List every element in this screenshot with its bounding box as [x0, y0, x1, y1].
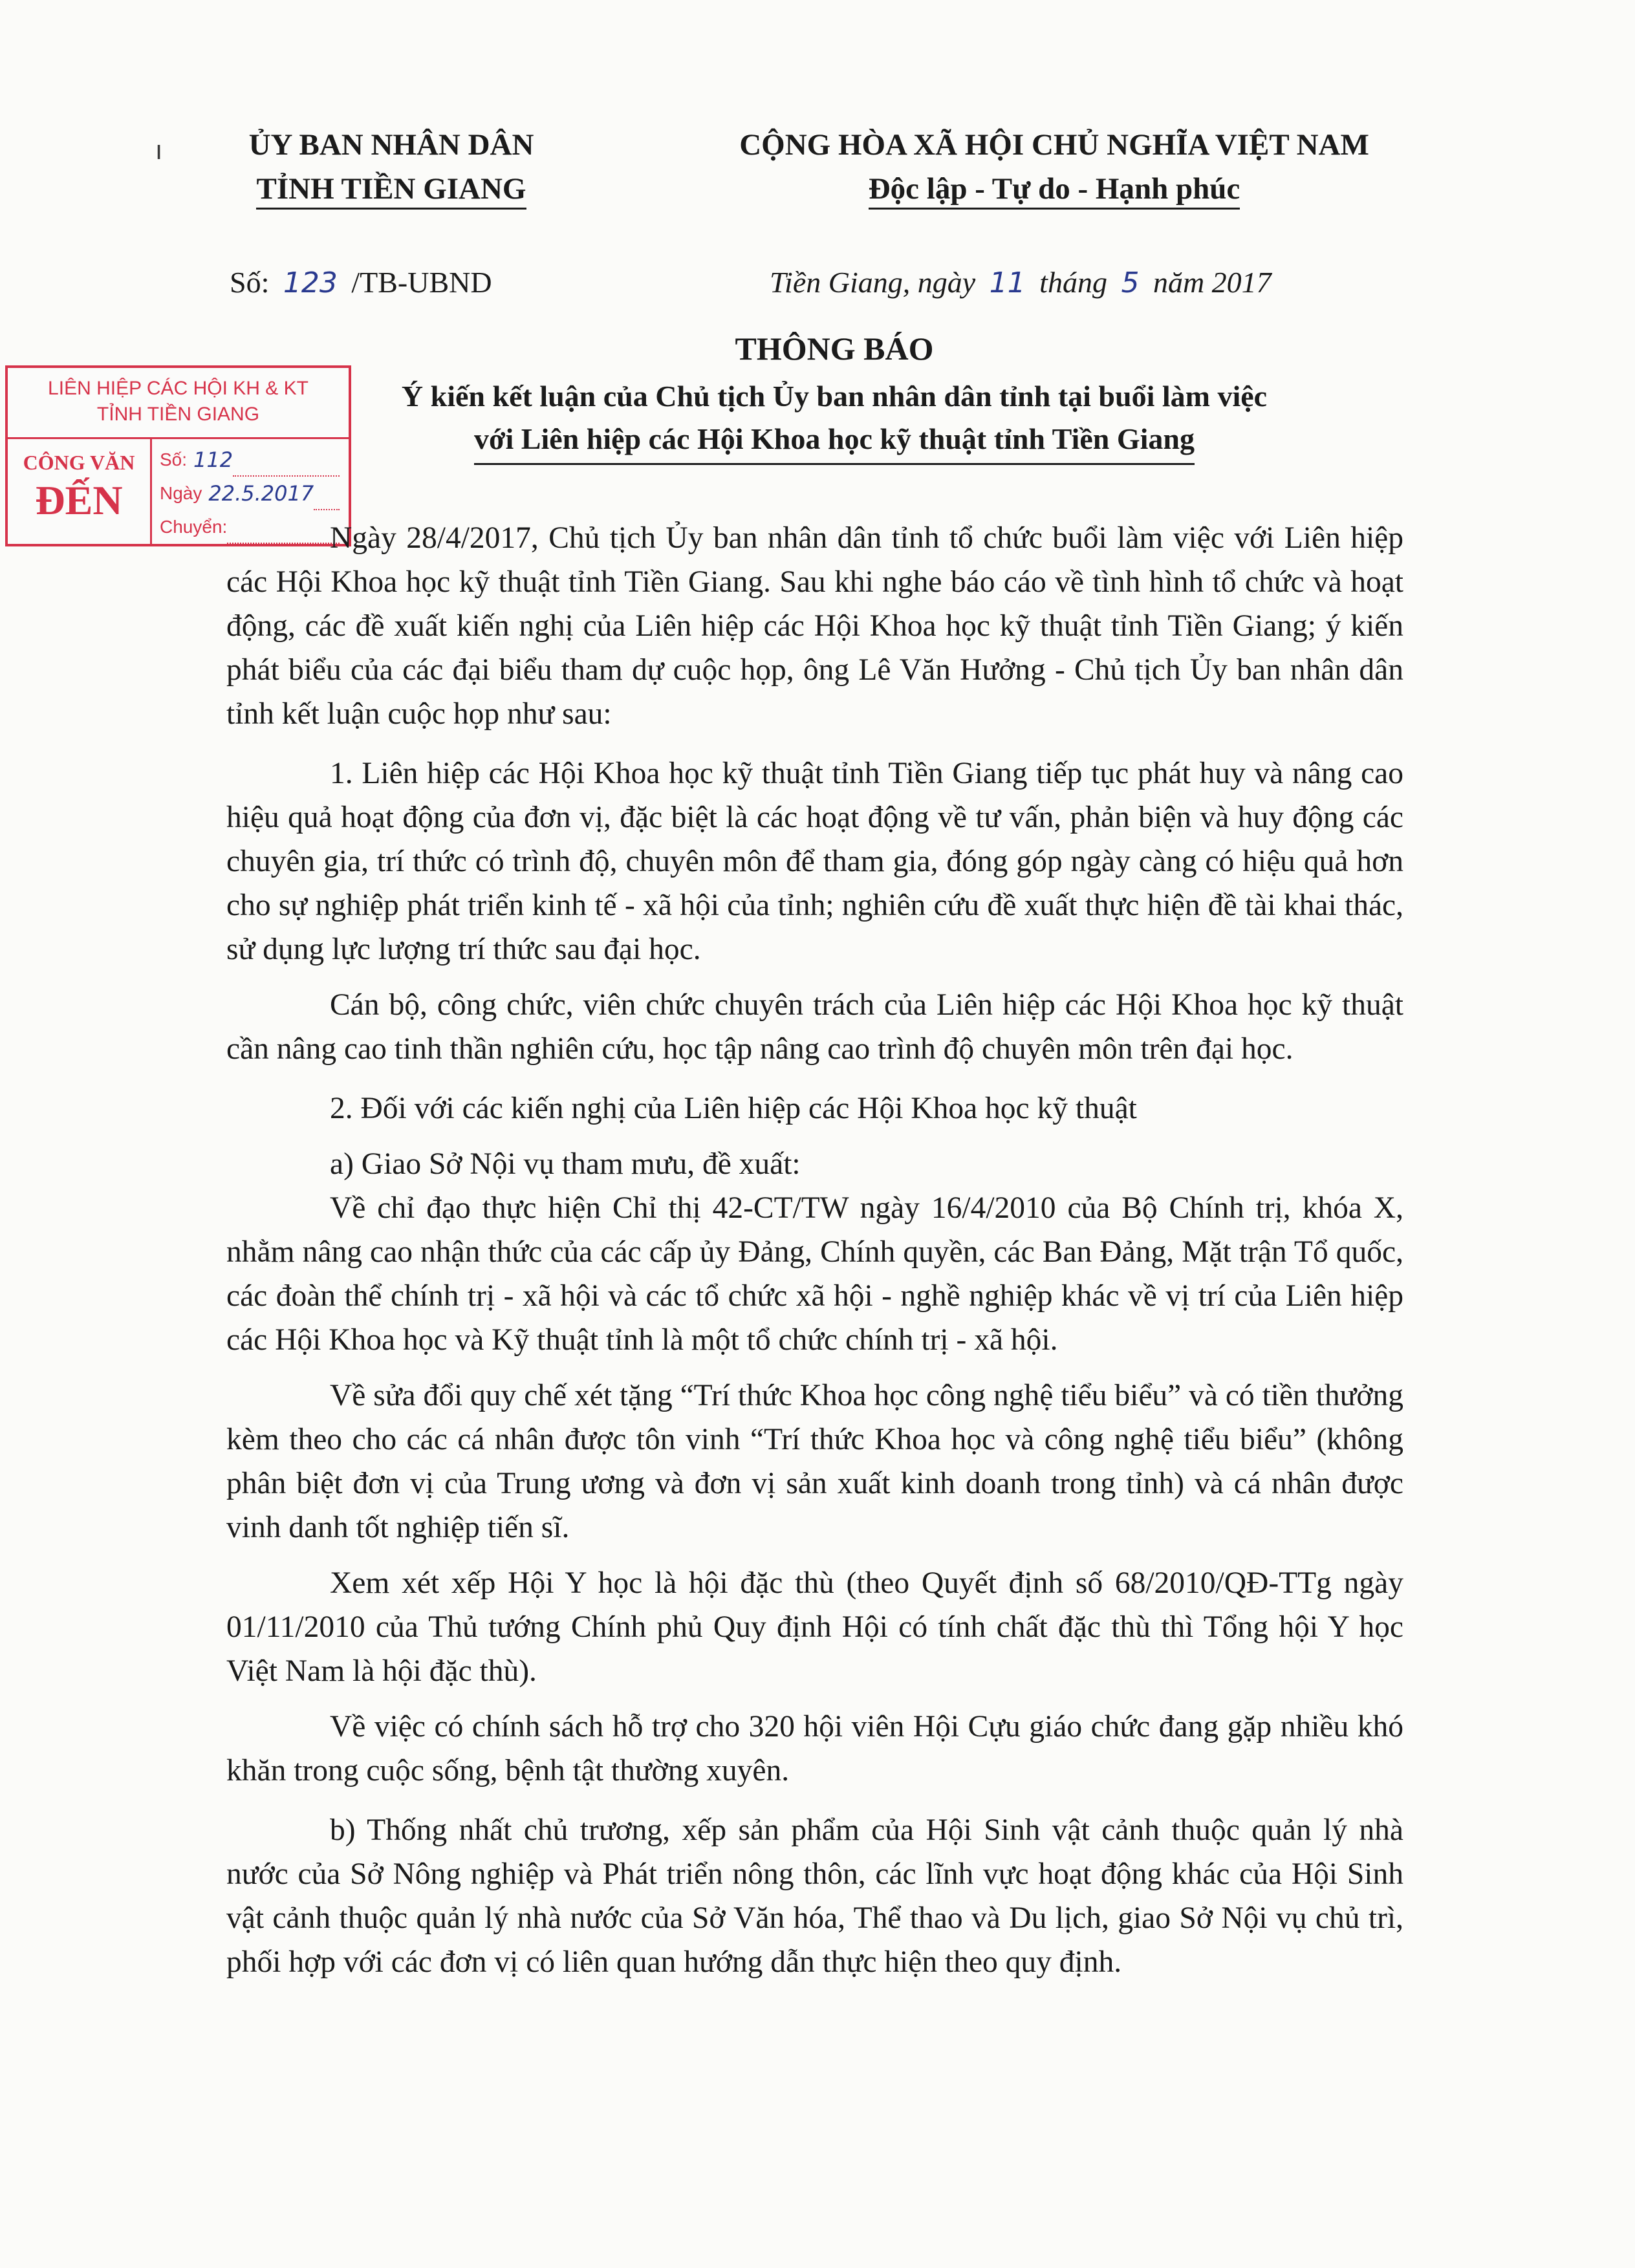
- paragraph-item-2b: b) Thống nhất chủ trương, xếp sản phẩm của Hội Sinh vật cảnh thuộc quản lý nhà nước của Sở Nông nghiệp và Phát triển nông thôn, các lĩnh vực hoạt động khác của Hội Sinh vật cảnh thuộc quản lý nhà nước của Sở Văn hóa, Thể thao và Du lịch, giao Sở Nội vụ chủ trì, phối hợp với các đơn vị có liên quan hướng dẫn thực hiện theo quy định.: [226, 1813, 1403, 1979]
- stamp-cong-van: CÔNG VĂN: [23, 451, 135, 474]
- paragraph-retired-teachers: Về việc có chính sách hỗ trợ cho 320 hội viên Hội Cựu giáo chức đang gặp nhiều khó khăn trong cuộc sống, bệnh tật thường xuyên.: [226, 1710, 1403, 1787]
- stamp-dotted-line: [233, 443, 340, 477]
- stamp-ngay-value: 22.5.2017: [208, 481, 314, 506]
- paragraph-award-regulation: Về sửa đổi quy chế xét tặng “Trí thức Khoa học công nghệ tiểu biểu” và có tiền thưởng kèm theo cho các cá nhân được tôn vinh “Trí thức Khoa học và công nghệ tiểu biểu” (không phân biệt đơn vị của Trung ương và đơn vị sản xuất kinh doanh trong tỉnh) và cá nhân được vinh danh tốt nghiệp tiến sĩ.: [226, 1379, 1403, 1544]
- paragraph-item-2: 2. Đối với các kiến nghị của Liên hiệp các Hội Khoa học kỹ thuật: [330, 1092, 1137, 1125]
- date-month-label: tháng: [1039, 266, 1107, 299]
- date-year: năm 2017: [1153, 266, 1272, 299]
- document-number: [230, 265, 492, 299]
- stamp-org: [8, 368, 349, 439]
- number-handwritten: 123: [283, 266, 338, 299]
- stamp-type: [8, 439, 152, 545]
- paragraph-item-1: 1. Liên hiệp các Hội Khoa học kỹ thuật tỉnh Tiền Giang tiếp tục phát huy và nâng cao hiệu quả hoạt động của đơn vị, đặc biệt là các hoạt động về tư vấn, phản biện và huy động các chuyên gia, trí thức có trình độ, chuyên môn để tham gia, đóng góp ngày càng có hiệu quả hơn cho sự nghiệp phát triển kinh tế - xã hội của tỉnh; nghiên cứu đề xuất thực hiện đề tài khai thác, sử dụng lực lượng trí thức sau đại học.: [226, 757, 1403, 966]
- national-motto: Độc lập - Tự do - Hạnh phúc: [869, 170, 1240, 210]
- issuer-header: [204, 123, 579, 211]
- national-header: [666, 123, 1442, 211]
- stamp-den: ĐẾN: [35, 477, 123, 523]
- document-title: THÔNG BÁO: [735, 330, 934, 367]
- number-suffix: /TB-UBND: [351, 266, 492, 299]
- issue-date: [770, 265, 1272, 299]
- date-place-label: Tiền Giang, ngày: [770, 266, 976, 299]
- stamp-ngay-row: [160, 477, 349, 510]
- paragraph-medical-association: Xem xét xếp Hội Y học là hội đặc thù (theo Quyết định số 68/2010/QĐ-TTg ngày 01/11/2010 của Thủ tướng Chính phủ Quy định Hội có tính chất đặc thù thì Tổng hội Y học Việt Nam là hội đặc thù).: [226, 1566, 1403, 1688]
- stamp-so-row: [160, 443, 349, 477]
- stamp-so-label: Số:: [160, 449, 188, 470]
- paragraph-item-2a: a) Giao Sở Nội vụ tham mưu, đề xuất:: [330, 1147, 801, 1181]
- number-prefix: Số:: [230, 266, 270, 299]
- stamp-org-line-1: LIÊN HIỆP CÁC HỘI KH & KT: [48, 378, 309, 399]
- document-body: [226, 516, 1403, 1984]
- document-subtitle: [304, 375, 1365, 465]
- date-month-handwritten: 5: [1121, 266, 1140, 299]
- subtitle-line-1: Ý kiến kết luận của Chủ tịch Ủy ban nhân dân tỉnh tại buổi làm việc: [401, 380, 1268, 413]
- paragraph-staff: Cán bộ, công chức, viên chức chuyên trách của Liên hiệp các Hội Khoa học kỹ thuật cần nâng cao tinh thần nghiên cứu, học tập nâng cao trình độ chuyên môn trên đại học.: [226, 988, 1403, 1066]
- issuer-line-1: ỦY BAN NHÂN DÂN: [248, 128, 534, 162]
- national-title: CỘNG HÒA XÃ HỘI CHỦ NGHĨA VIỆT NAM: [739, 128, 1369, 162]
- stamp-so-value: 112: [193, 448, 233, 472]
- date-day-handwritten: 11: [989, 266, 1026, 299]
- paragraph-intro: Ngày 28/4/2017, Chủ tịch Ủy ban nhân dân tỉnh tổ chức buổi làm việc với Liên hiệp các Hội Khoa học kỹ thuật tỉnh Tiền Giang. Sau khi nghe báo cáo về tình hình tổ chức và hoạt động, các đề xuất kiến nghị của Liên hiệp các Hội Khoa học kỹ thuật tỉnh Tiền Giang; ý kiến phát biểu của các đại biểu tham dự cuộc họp, ông Lê Văn Hưởng - Chủ tịch Ủy ban nhân dân tỉnh kết luận cuộc họp như sau:: [226, 521, 1403, 731]
- stamp-chuyen-label: Chuyển:: [160, 517, 228, 537]
- subtitle-line-2: với Liên hiệp các Hội Khoa học kỹ thuật tỉnh Tiền Giang: [474, 418, 1195, 465]
- margin-tick-mark: ı: [155, 136, 163, 166]
- stamp-org-line-2: TỈNH TIỀN GIANG: [96, 404, 260, 425]
- stamp-dotted-line: [314, 477, 340, 510]
- stamp-ngay-label: Ngày: [160, 483, 202, 503]
- issuer-line-2: TỈNH TIỀN GIANG: [256, 170, 526, 210]
- paragraph-directive-42: Về chỉ đạo thực hiện Chỉ thị 42-CT/TW ngày 16/4/2010 của Bộ Chính trị, khóa X, nhằm nâng cao nhận thức của các cấp ủy Đảng, Chính quyền, các Ban Đảng, Mặt trận Tổ quốc, các đoàn thể chính trị - xã hội và các tổ chức xã hội - nghề nghiệp khác về vị trí của Liên hiệp các Hội Khoa học và Kỹ thuật tỉnh là một tổ chức chính trị - xã hội.: [226, 1191, 1403, 1357]
